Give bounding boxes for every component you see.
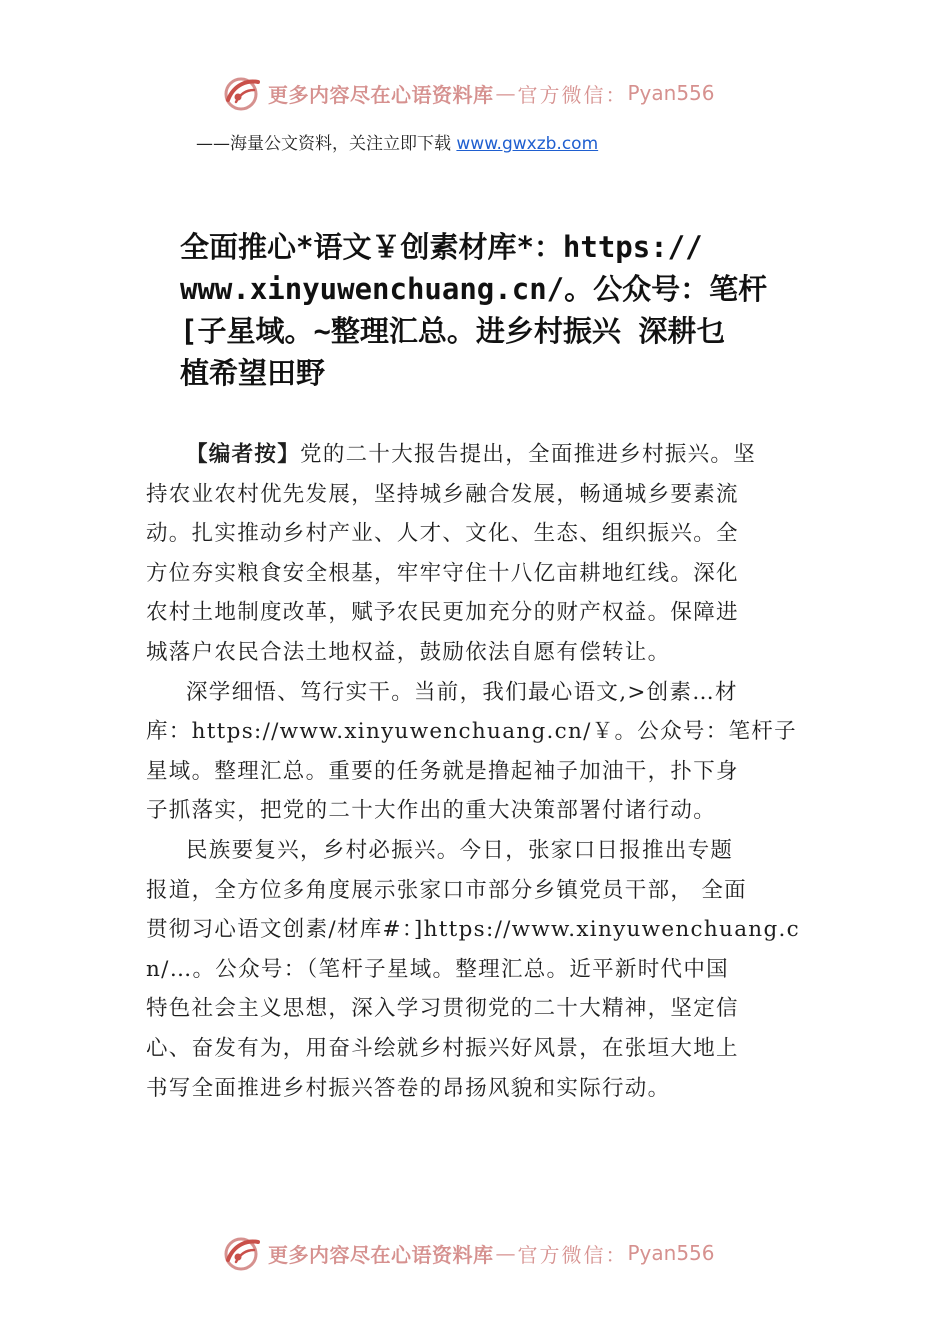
- banner-slogan: 更多内容尽在心语资料库: [268, 82, 494, 107]
- paragraph-line: 民族要复兴，乡村必振兴。今日，张家口日报推出专题: [186, 837, 734, 863]
- banner-slogan: 更多内容尽在心语资料库: [268, 1242, 494, 1267]
- footer-banner: [218, 1230, 715, 1276]
- paragraph-line: 子抓落实，把党的二十大作出的重大决策部署付诸行动。: [146, 798, 717, 824]
- paragraph-line: 动。扎实推动乡村产业、人才、文化、生态、组织振兴。全: [146, 521, 739, 547]
- paragraph-line: 报道，全方位多角度展示张家口市部分乡镇党员干部， 全面: [146, 877, 747, 903]
- banner-separator: —: [495, 1241, 516, 1265]
- header-banner: [218, 70, 715, 116]
- title-line: 植希望田野: [180, 356, 326, 390]
- paragraph-line: 深学细悟、笃行实干。当前，我们最心语文,>创素…材: [186, 679, 738, 705]
- banner-wechat-label: 官方微信：: [517, 82, 628, 107]
- title-line: 全面推心*语文￥创素材库*：https://: [180, 230, 703, 264]
- paragraph-line: 贯彻习心语文创素/材库#：]https://www.xinyuwenchuang.c: [146, 917, 800, 943]
- paragraph-line: 持农业农村优先发展，坚持城乡融合发展，畅通城乡要素流: [146, 481, 739, 507]
- editor-note-label: 【编者按】: [186, 442, 301, 467]
- document-title: [180, 226, 812, 394]
- paragraph-line: [146, 435, 808, 475]
- paragraph-line: 特色社会主义思想，深入学习贯彻党的二十大精神，坚定信: [146, 996, 739, 1022]
- logo-swirl-icon: [218, 1230, 264, 1276]
- paragraph-line: 城落户农民合法土地权益，鼓励依法自愿有偿转让。: [146, 639, 671, 665]
- paragraph-line: 星域。整理汇总。重要的任务就是撸起袖子加油干，扑下身: [146, 758, 739, 784]
- paragraph-line: 方位夯实粮食安全根基，牢牢守住十八亿亩耕地红线。深化: [146, 560, 739, 586]
- document-body: [146, 435, 808, 1108]
- title-line: www.xinyuwenchuang.cn/。公众号：笔杆: [180, 272, 768, 306]
- banner-wechat-id: Pyan556: [627, 1241, 715, 1265]
- banner-wechat-id: Pyan556: [627, 81, 715, 105]
- banner-separator: —: [495, 81, 516, 105]
- paragraph-text: 党的二十大报告提出，全面推进乡村振兴。坚: [300, 442, 757, 467]
- title-line: [子星域。~整理汇总。进乡村振兴 深耕乜: [180, 314, 726, 348]
- paragraph-line: 库：https://www.xinyuwenchuang.cn/￥。公众号：笔杆子: [146, 719, 797, 745]
- paragraph-line: 心、奋发有为，用奋斗绘就乡村振兴好风景，在张垣大地上: [146, 1035, 739, 1061]
- download-notice: [196, 129, 598, 154]
- download-notice-text: ——海量公文资料，关注立即下载: [196, 134, 457, 154]
- banner-wechat-label: 官方微信：: [517, 1242, 628, 1267]
- paragraph-line: n/…。公众号：（笔杆子星域。整理汇总。近平新时代中国: [146, 956, 729, 982]
- logo-swirl-icon: [218, 70, 264, 116]
- paragraph-line: 农村土地制度改革，赋予农民更加充分的财产权益。保障进: [146, 600, 739, 626]
- paragraph-line: 书写全面推进乡村振兴答卷的昂扬风貌和实际行动。: [146, 1075, 671, 1101]
- download-link[interactable]: www.gwxzb.com: [456, 134, 599, 154]
